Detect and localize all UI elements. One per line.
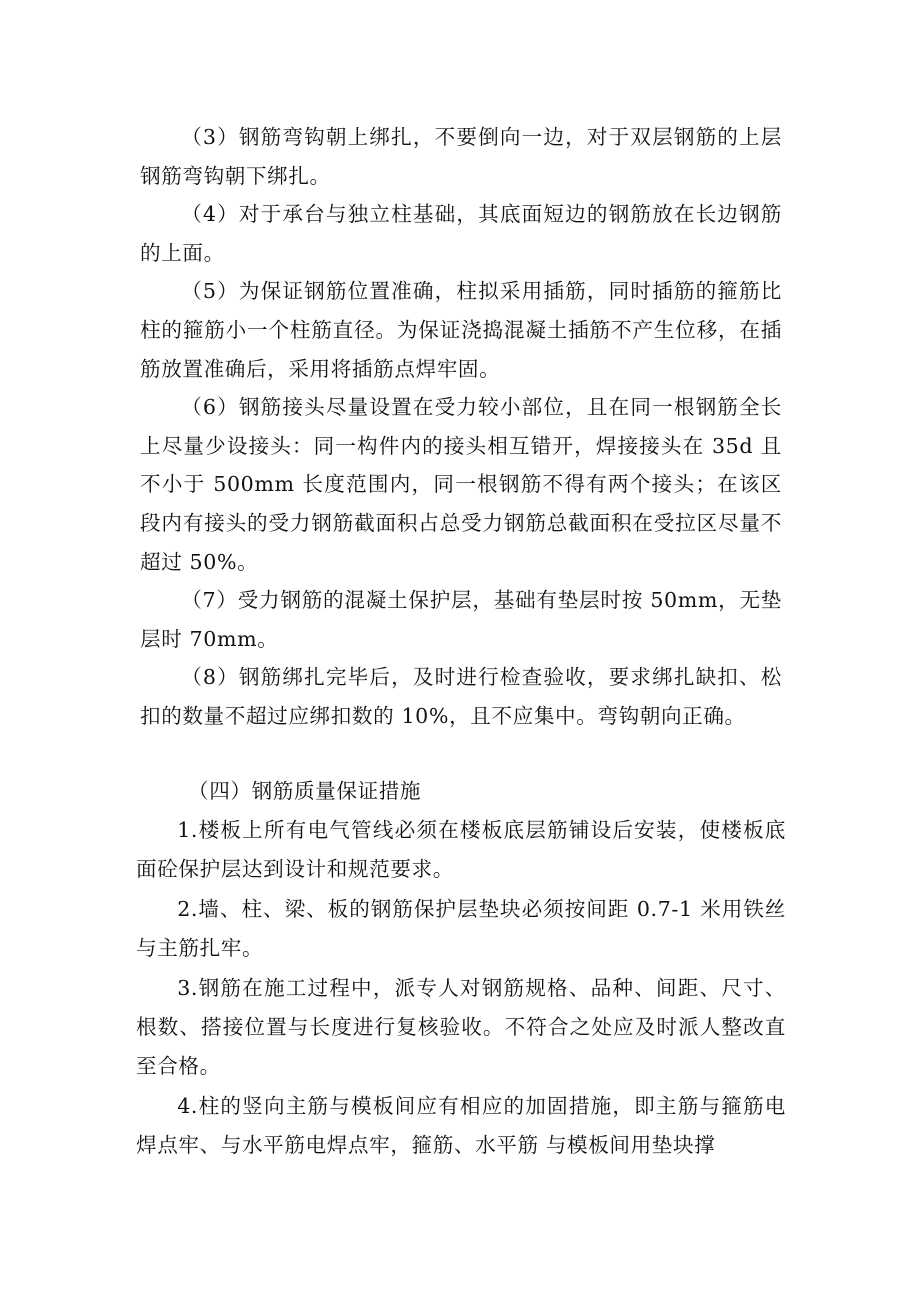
measure-2-paragraph: 2.墙、柱、梁、板的钢筋保护层垫块必须按间距 0.7-1 米用铁丝与主筋扎牢。 [136,896,786,961]
item-7-paragraph: （7）受力钢筋的混凝土保护层，基础有垫层时按 50mm，无垫层时 70mm。 [140,588,782,651]
rebar-binding-requirements [140,118,782,736]
measure-4-paragraph: 4.柱的竖向主筋与模板间应有相应的加固措施，即主筋与箍筋电焊点牢、与水平筋电焊点牢，箍筋、水平筋 与模板间用垫块撑 [136,1093,786,1158]
section-heading: （四）钢筋质量保证措施 [188,779,422,803]
rebar-quality-measures [136,772,786,1166]
item-5-paragraph: （5）为保证钢筋位置准确，柱拟采用插筋，同时插筋的箍筋比柱的箍筋小一个柱筋直径。为保证浇捣混凝土插筋不产生位移，在插筋放置准确后，采用将插筋点焊牢固。 [140,279,782,381]
item-8-paragraph: （8）钢筋绑扎完毕后，及时进行检查验收，要求绑扎缺扣、松扣的数量不超过应绑扣数的 10%，且不应集中。弯钩朝向正确。 [140,665,782,728]
item-4-paragraph: （4）对于承台与独立柱基础，其底面短边的钢筋放在长边钢筋的上面。 [140,202,782,265]
item-6-paragraph: （6）钢筋接头尽量设置在受力较小部位，且在同一根钢筋全长上尽量少设接头：同一构件内的接头相互错开，焊接接头在 35d 且不小于 500mm 长度范围内，同一根钢筋不得有两个接头；在该区段内有接头的受力钢筋截面积占总受力钢筋总截面积在受拉区尽量不超过 50%。 [140,395,782,574]
item-3-paragraph: （3）钢筋弯钩朝上绑扎，不要倒向一边，对于双层钢筋的上层钢筋弯钩朝下绑扎。 [140,125,782,188]
measure-3-paragraph: 3.钢筋在施工过程中，派专人对钢筋规格、品种、间距、尺寸、根数、搭接位置与长度进行复核验收。不符合之处应及时派人整改直至合格。 [136,975,786,1079]
measure-1-paragraph: 1.楼板上所有电气管线必须在楼板底层筋铺设后安装，使楼板底面砼保护层达到设计和规范要求。 [136,818,786,882]
